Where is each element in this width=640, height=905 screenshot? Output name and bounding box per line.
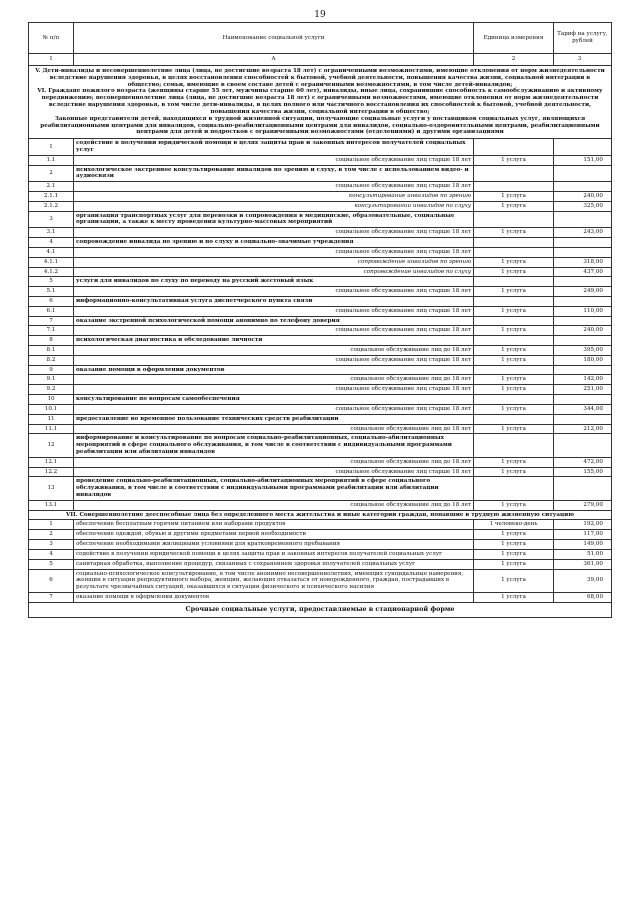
tariff-cell: 395,00 bbox=[554, 346, 612, 356]
tariff-cell bbox=[554, 414, 612, 424]
unit-cell: 1 услуга bbox=[474, 155, 554, 165]
service-name: организация транспортных услуг для перевозки и сопровождения в медицинские, образовательные, социальные организации, а также к месту проведения культурно-массовых мероприятий bbox=[74, 211, 474, 228]
table-row bbox=[29, 540, 612, 550]
unit-cell: 1 услуга bbox=[474, 306, 554, 316]
service-name: психологическое экстренное консультирование инвалидов по зрению и слуху, в том числе с использованием видео- и аудиосвязи bbox=[74, 165, 474, 182]
unit-cell bbox=[474, 434, 554, 457]
tariff-cell: 249,00 bbox=[554, 287, 612, 297]
row-number: 4.1.2 bbox=[29, 267, 74, 277]
table-row bbox=[29, 434, 612, 457]
row-number: 10 bbox=[29, 395, 74, 405]
row-number: 10.1 bbox=[29, 404, 74, 414]
service-name: социальное обслуживание лиц старше 18 лет bbox=[74, 247, 474, 257]
row-number: 8 bbox=[29, 336, 74, 346]
table-row bbox=[29, 336, 612, 346]
unit-cell: 1 услуга bbox=[474, 500, 554, 510]
table-row bbox=[29, 346, 612, 356]
row-number: 5 bbox=[29, 559, 74, 569]
table-row bbox=[29, 520, 612, 530]
table-row bbox=[29, 296, 612, 306]
table-row bbox=[29, 592, 612, 602]
tariff-cell: 279,00 bbox=[554, 500, 612, 510]
row-number: 4.1.1 bbox=[29, 257, 74, 267]
table-row bbox=[29, 155, 612, 165]
service-name: психологическая диагностика и обследование личности bbox=[74, 336, 474, 346]
row-number: 6.1 bbox=[29, 306, 74, 316]
unit-cell: 1 услуга bbox=[474, 404, 554, 414]
row-number: 4.1 bbox=[29, 247, 74, 257]
unit-cell: 1 услуга bbox=[474, 287, 554, 297]
unit-cell bbox=[474, 316, 554, 326]
tariff-cell: 180,00 bbox=[554, 355, 612, 365]
unit-cell bbox=[474, 277, 554, 287]
service-name: информирование и консультирование по вопросам социально-реабилитационных, социально-абилитационных мероприятий в сфере социального обслуживания, в том числе в соответствии с индивидуальными программами реабилитации или абилитации инвалидов bbox=[74, 434, 474, 457]
service-name: социальное обслуживание лиц до 18 лет bbox=[74, 375, 474, 385]
row-number: 11 bbox=[29, 414, 74, 424]
unit-cell bbox=[474, 211, 554, 228]
section-v-heading-row bbox=[29, 66, 612, 139]
unit-cell bbox=[474, 165, 554, 182]
tariff-cell bbox=[554, 182, 612, 192]
unit-cell: 1 услуга bbox=[474, 559, 554, 569]
row-number: 11.1 bbox=[29, 424, 74, 434]
tariff-cell: 344,00 bbox=[554, 404, 612, 414]
tariff-cell bbox=[554, 316, 612, 326]
table-row bbox=[29, 192, 612, 202]
service-name: обеспечение бесплатным горячим питанием или наборами продуктов bbox=[74, 520, 474, 530]
section-vii-heading: VII. Совершеннолетние дееспособные лица без определенного места жительства и иные категории граждан, попавшие в трудную жизненную ситуацию bbox=[29, 510, 612, 520]
service-name: социальное обслуживание лиц старше 18 лет bbox=[74, 467, 474, 477]
table-row bbox=[29, 228, 612, 238]
service-name: сопровождение инвалида по зрению и по слуху в социально-значимые учреждения bbox=[74, 238, 474, 248]
unit-cell: 1 услуга bbox=[474, 192, 554, 202]
row-number: 7.1 bbox=[29, 326, 74, 336]
service-name: социальное обслуживание лиц до 18 лет bbox=[74, 346, 474, 356]
row-number: 12 bbox=[29, 434, 74, 457]
tariff-cell: 149,00 bbox=[554, 540, 612, 550]
table-row bbox=[29, 365, 612, 375]
service-name: социальное обслуживание лиц старше 18 лет bbox=[74, 182, 474, 192]
service-name: оказание помощи в оформлении документов bbox=[74, 365, 474, 375]
unit-cell: 1 услуга bbox=[474, 530, 554, 540]
row-number: 3 bbox=[29, 540, 74, 550]
tariff-cell: 51,00 bbox=[554, 549, 612, 559]
service-name: социальное обслуживание лиц старше 18 лет bbox=[74, 404, 474, 414]
unit-cell bbox=[474, 182, 554, 192]
unit-cell bbox=[474, 139, 554, 156]
service-name: социально-психологическое консультирование, в том числе анонимно несовершеннолетних, имеющих суицидальные намерения, женщин в ситуации репродуктивного выбора, женщин, желающих отказаться от новорожденного, граждан, пострадавших в результате чрезвычайных ситуаций, оказавшихся в ситуации физического и психического насилия bbox=[74, 569, 474, 592]
table-row bbox=[29, 238, 612, 248]
table-row bbox=[29, 326, 612, 336]
service-name: социальное обслуживание лиц до 18 лет bbox=[74, 457, 474, 467]
row-number: 5 bbox=[29, 277, 74, 287]
row-number: 9 bbox=[29, 365, 74, 375]
row-number: 4 bbox=[29, 238, 74, 248]
tariff-cell bbox=[554, 247, 612, 257]
tariff-cell bbox=[554, 296, 612, 306]
row-number: 12.1 bbox=[29, 457, 74, 467]
unit-cell: 1 услуга bbox=[474, 355, 554, 365]
table-row bbox=[29, 247, 612, 257]
unit-cell: 1 услуга bbox=[474, 424, 554, 434]
table-row bbox=[29, 559, 612, 569]
unit-cell: 1 услуга bbox=[474, 375, 554, 385]
index-cell: А bbox=[74, 54, 474, 66]
row-number: 2.1.2 bbox=[29, 201, 74, 211]
table-row bbox=[29, 316, 612, 326]
unit-cell: 1 услуга bbox=[474, 467, 554, 477]
table-row bbox=[29, 477, 612, 500]
table-row bbox=[29, 165, 612, 182]
service-name: социальное обслуживание лиц старше 18 лет bbox=[74, 155, 474, 165]
row-number: 1.1 bbox=[29, 155, 74, 165]
unit-cell bbox=[474, 365, 554, 375]
service-name: социальное обслуживание лиц старше 18 лет bbox=[74, 287, 474, 297]
tariff-cell: 117,00 bbox=[554, 530, 612, 540]
tariff-cell: 472,00 bbox=[554, 457, 612, 467]
table-row bbox=[29, 385, 612, 395]
unit-cell bbox=[474, 336, 554, 346]
footer-heading: Срочные социальные услуги, предоставляемые в стационарной форме bbox=[29, 602, 612, 617]
service-name: оказание экстренной психологической помощи анонимно по телефону доверия bbox=[74, 316, 474, 326]
tariff-cell bbox=[554, 365, 612, 375]
table-row bbox=[29, 211, 612, 228]
tariff-cell: 192,00 bbox=[554, 520, 612, 530]
service-name: предоставление во временное пользование технических средств реабилитации bbox=[74, 414, 474, 424]
unit-cell bbox=[474, 477, 554, 500]
service-name: санитарная обработка, выполнение процедур, связанных с сохранением здоровья получателей социальных услуг bbox=[74, 559, 474, 569]
header-tariff: Тариф на услугу, рублей bbox=[554, 23, 612, 54]
row-number: 2.1 bbox=[29, 182, 74, 192]
section-v-text: V. Дети-инвалиды и несовершеннолетние лица (лица, не достигшие возраста 18 лет) с ограниченными возможностями, имеющие отклонения от норм жизнедеятельности вследствие нарушения здоровья, в целях восстановления способностей к бытовой, учебной деятельности, повышения качества жизни, социальной интеграции в общество; семьи, имеющие в своем составе детей с ограниченными возможностями, в том числе детей-инвалидов; bbox=[35, 68, 605, 88]
row-number: 8.1 bbox=[29, 346, 74, 356]
row-number: 8.2 bbox=[29, 355, 74, 365]
service-name: социальное обслуживание лиц старше 18 лет bbox=[74, 306, 474, 316]
tariff-cell bbox=[554, 336, 612, 346]
tariff-cell: 437,00 bbox=[554, 267, 612, 277]
section-vii-heading-row bbox=[29, 510, 612, 520]
tariff-cell: 151,00 bbox=[554, 155, 612, 165]
table-row bbox=[29, 569, 612, 592]
row-number: 9.2 bbox=[29, 385, 74, 395]
row-number: 13 bbox=[29, 477, 74, 500]
table-row bbox=[29, 375, 612, 385]
table-row bbox=[29, 182, 612, 192]
table-row bbox=[29, 201, 612, 211]
tariff-cell: 155,00 bbox=[554, 467, 612, 477]
tariff-cell: 243,00 bbox=[554, 228, 612, 238]
table-row bbox=[29, 306, 612, 316]
table-header-row bbox=[29, 23, 612, 54]
row-number: 7 bbox=[29, 316, 74, 326]
index-cell: 1 bbox=[29, 54, 74, 66]
table-index-row bbox=[29, 54, 612, 66]
service-name: содействие в получении юридической помощи в целях защиты прав и законных интересов получателей социальных услуг bbox=[74, 549, 474, 559]
row-number: 3 bbox=[29, 211, 74, 228]
unit-cell bbox=[474, 247, 554, 257]
tariff-cell: 142,00 bbox=[554, 375, 612, 385]
service-name: социальное обслуживание лиц старше 18 лет bbox=[74, 385, 474, 395]
unit-cell bbox=[474, 238, 554, 248]
tariff-cell: 325,00 bbox=[554, 201, 612, 211]
section-reps-text: Законные представители детей, находящихся в трудной жизненной ситуации, получающие социальные услуги у поставщиков социальных услуг, являющихся реабилитационными центрами для инвалидов, социально-реабилитационными центрами для инвалидов, социально-оздоровительными центрами, реабилитационными центрами для детей и подростков с ограниченными возможностями (отделениями) и другими организациями bbox=[40, 115, 600, 136]
tariff-cell: 110,00 bbox=[554, 306, 612, 316]
service-name: консультирование инвалидов по зрению bbox=[74, 192, 474, 202]
tariff-cell bbox=[554, 277, 612, 287]
service-name: услуги для инвалидов по слуху по переводу на русский жестовый язык bbox=[74, 277, 474, 287]
service-name: социальное обслуживание лиц старше 18 лет bbox=[74, 228, 474, 238]
row-number: 2.1.1 bbox=[29, 192, 74, 202]
row-number: 2 bbox=[29, 530, 74, 540]
table-row bbox=[29, 287, 612, 297]
tariff-cell: 361,00 bbox=[554, 559, 612, 569]
unit-cell: 1 человеко-день bbox=[474, 520, 554, 530]
table-row bbox=[29, 277, 612, 287]
unit-cell bbox=[474, 296, 554, 306]
unit-cell: 1 услуга bbox=[474, 385, 554, 395]
tariff-cell: 318,00 bbox=[554, 257, 612, 267]
service-name: социальное обслуживание лиц до 18 лет bbox=[74, 500, 474, 510]
page-number: 19 bbox=[314, 10, 326, 20]
service-name: проведение социально-реабилитационных, социально-абилитационных мероприятий в сфере социального обслуживания, в том числе в соответствии с индивидуальными программами реабилитации или абилитации инвалидов bbox=[74, 477, 474, 500]
tariff-cell bbox=[554, 139, 612, 156]
table-row bbox=[29, 355, 612, 365]
tariff-cell bbox=[554, 238, 612, 248]
unit-cell: 1 услуга bbox=[474, 457, 554, 467]
tariff-table bbox=[28, 22, 612, 618]
tariff-cell: 39,00 bbox=[554, 569, 612, 592]
table-row bbox=[29, 457, 612, 467]
table-row bbox=[29, 467, 612, 477]
header-unit: Единица измерения bbox=[474, 23, 554, 54]
row-number: 1 bbox=[29, 139, 74, 156]
unit-cell bbox=[474, 414, 554, 424]
section-v-heading bbox=[29, 66, 612, 139]
header-name: Наименование социальной услуги bbox=[74, 23, 474, 54]
table-row bbox=[29, 549, 612, 559]
service-name: сопровождение инвалидов по слуху bbox=[74, 267, 474, 277]
table-row bbox=[29, 414, 612, 424]
service-name: информационно-консультативная услуга диспетчерского пункта связи bbox=[74, 296, 474, 306]
section-vi-text: VI. Граждане пожилого возраста (женщины старше 55 лет, мужчины старше 60 лет), инвалиды, иные лица, сохранившие способность к самообслуживанию и активному передвижению; несовершеннолетние лица (лица, не достигшие возраста 18 лет) с ограниченными возможностями, имеющие отклонения от норм жизнедеятельности вследствие нарушения здоровья, в том числе дети-инвалиды, в целях полного или частичного восстановления их способностей к бытовой, учебной деятельности, повышения качества жизни, социальной интеграции в общество; bbox=[37, 88, 603, 115]
service-name: сопровождение инвалидов по зрению bbox=[74, 257, 474, 267]
unit-cell: 1 услуга bbox=[474, 257, 554, 267]
table-row bbox=[29, 424, 612, 434]
unit-cell bbox=[474, 395, 554, 405]
service-name: обеспечение необходимыми жилищными условиями для кратковременного пребывания bbox=[74, 540, 474, 550]
row-number: 12.2 bbox=[29, 467, 74, 477]
unit-cell: 1 услуга bbox=[474, 346, 554, 356]
service-name: оказание помощи в оформлении документов bbox=[74, 592, 474, 602]
unit-cell: 1 услуга bbox=[474, 592, 554, 602]
tariff-cell: 240,00 bbox=[554, 192, 612, 202]
tariff-cell bbox=[554, 434, 612, 457]
unit-cell: 1 услуга bbox=[474, 228, 554, 238]
unit-cell: 1 услуга bbox=[474, 267, 554, 277]
unit-cell: 1 услуга bbox=[474, 549, 554, 559]
row-number: 1 bbox=[29, 520, 74, 530]
table-row bbox=[29, 257, 612, 267]
table-row bbox=[29, 139, 612, 156]
row-number: 13.1 bbox=[29, 500, 74, 510]
row-number: 5.1 bbox=[29, 287, 74, 297]
table-row bbox=[29, 404, 612, 414]
table-row bbox=[29, 395, 612, 405]
table-row bbox=[29, 267, 612, 277]
unit-cell: 1 услуга bbox=[474, 540, 554, 550]
header-num: № п/п bbox=[29, 23, 74, 54]
tariff-cell: 251,00 bbox=[554, 385, 612, 395]
row-number: 4 bbox=[29, 549, 74, 559]
table-row bbox=[29, 530, 612, 540]
tariff-cell: 212,00 bbox=[554, 424, 612, 434]
service-name: содействие в получении юридической помощи в целях защиты прав и законных интересов получателей социальных услуг bbox=[74, 139, 474, 156]
service-name: обеспечение одеждой, обувью и другими предметами первой необходимости bbox=[74, 530, 474, 540]
service-name: консультировании инвалидов по слуху bbox=[74, 201, 474, 211]
tariff-cell bbox=[554, 165, 612, 182]
row-number: 9.1 bbox=[29, 375, 74, 385]
row-number: 3.1 bbox=[29, 228, 74, 238]
tariff-cell bbox=[554, 211, 612, 228]
unit-cell: 1 услуга bbox=[474, 201, 554, 211]
index-cell: 2 bbox=[474, 54, 554, 66]
index-cell: 3 bbox=[554, 54, 612, 66]
row-number: 6 bbox=[29, 296, 74, 306]
unit-cell: 1 услуга bbox=[474, 569, 554, 592]
table-row bbox=[29, 500, 612, 510]
unit-cell: 1 услуга bbox=[474, 326, 554, 336]
service-name: социальное обслуживание лиц старше 18 лет bbox=[74, 355, 474, 365]
row-number: 2 bbox=[29, 165, 74, 182]
row-number: 6 bbox=[29, 569, 74, 592]
footer-heading-row bbox=[29, 602, 612, 617]
service-name: социальное обслуживание лиц старше 18 лет bbox=[74, 326, 474, 336]
row-number: 7 bbox=[29, 592, 74, 602]
tariff-cell: 68,00 bbox=[554, 592, 612, 602]
tariff-cell: 240,00 bbox=[554, 326, 612, 336]
tariff-cell bbox=[554, 477, 612, 500]
service-name: социальное обслуживание лиц до 18 лет bbox=[74, 424, 474, 434]
tariff-cell bbox=[554, 395, 612, 405]
service-name: консультирование по вопросам самообеспечения bbox=[74, 395, 474, 405]
